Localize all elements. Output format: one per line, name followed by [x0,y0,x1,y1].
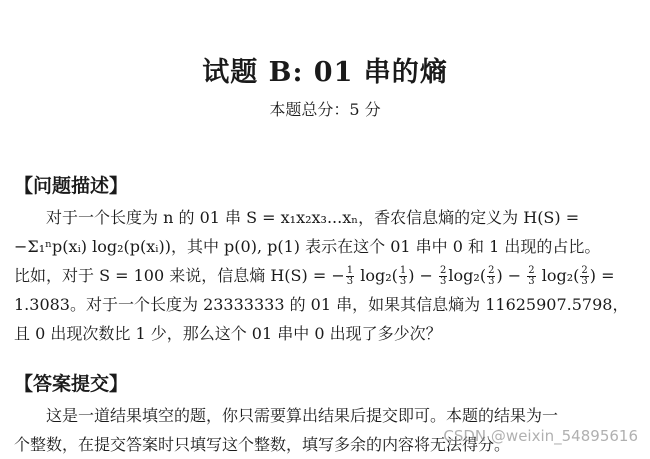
problem-line-5: 且 0 出现次数比 1 少，那么这个 01 串中 0 出现了多少次？ [14,324,442,343]
fraction-two-thirds: $\frac{2}{3}$ [440,265,447,287]
fraction-two-thirds-arg: $\frac{2}{3}$ [488,265,495,287]
fraction-one-third-arg: $\frac{1}{3}$ [399,265,407,287]
problem-line-3: 比如，对于 S = 100 来说，信息熵 H(S) = − $\frac{1}{3}$ log₂( $\frac{1}{3}$ ) − $\frac{2}{3}$ log₂( $\frac{2}{3}$ ) − $\frac{2}{3}$ log₂( $\frac{2}{3}$ ) = [14,265,615,287]
answer-submission-heading: 【答案提交】 [14,373,129,395]
fraction-one-third: $\frac{1}{3}$ [346,265,354,287]
problem-line-1: 对于一个长度为 n 的 01 串 S = x₁x₂x₃...xₙ，香农信息熵的定义为 H(S) = [46,208,580,227]
problem-score: 本题总分：5 分 [269,100,381,119]
problem-description-heading: 【问题描述】 [14,175,129,197]
problem-title: 试题 B: 01 串的熵 [202,57,448,88]
csdn-watermark: CSDN @weixin_54895616 [443,427,638,445]
problem-description [14,203,638,348]
answer-line-1: 这是一道结果填空的题，你只需要算出结果后提交即可。本题的结果为一 [46,406,559,425]
problem-line-4: 1.3083。对于一个长度为 23333333 的 01 串，如果其信息熵为 11625907.5798， [14,295,629,314]
fraction-two-thirds-arg2: $\frac{2}{3}$ [581,265,588,287]
problem-line-2: −Σ₁ⁿp(xᵢ) log₂(p(xᵢ))，其中 p(0), p(1) 表示在这个 01 串中 0 和 1 出现的占比。 [14,237,601,256]
fraction-two-thirds-coef: $\frac{2}{3}$ [528,265,535,287]
answer-line-2: 个整数，在提交答案时只填写这个整数，填写多余的内容将无法得分。 [14,435,511,454]
